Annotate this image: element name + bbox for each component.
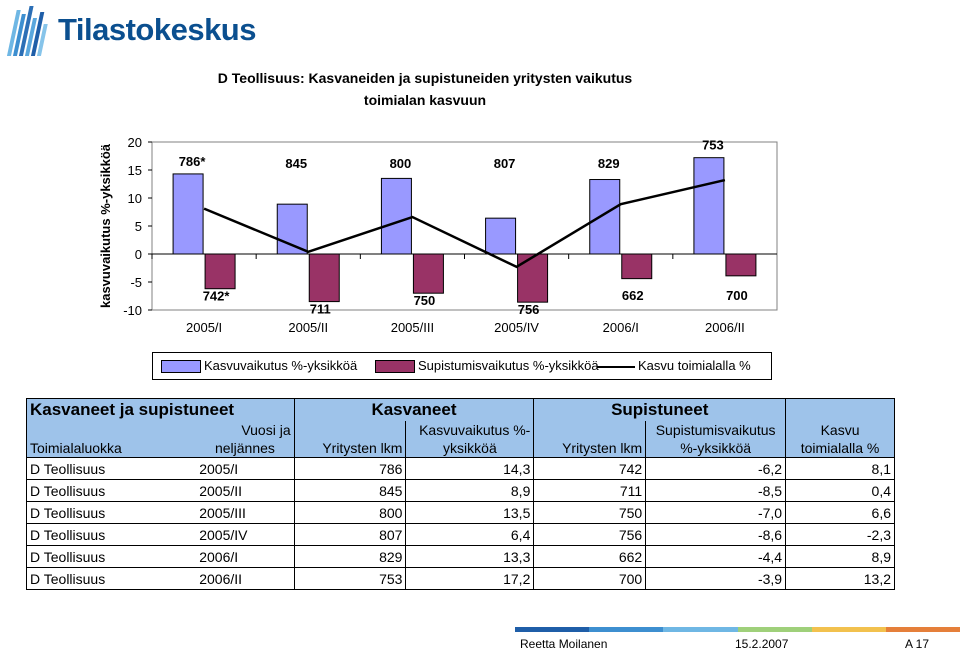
th-grow-count: Yritysten lkm <box>294 439 406 458</box>
x-tick-label: 2005/III <box>390 320 435 335</box>
y-tick-label: 20 <box>127 135 142 150</box>
cell-grow-count: 829 <box>294 546 406 568</box>
th-spacer-2 <box>294 421 406 439</box>
table-main-header: Kasvaneet ja supistuneet <box>27 399 295 422</box>
cell-growth: 6,6 <box>786 502 895 524</box>
bar-shrink <box>309 254 339 302</box>
cell-grow-effect: 14,3 <box>406 458 534 480</box>
th-grow-effect-line1: Kasvuvaikutus %- <box>406 421 534 439</box>
logo-bars-icon <box>4 4 56 60</box>
th-industry: Toimialaluokka <box>27 439 197 458</box>
cell-growth: 13,2 <box>786 568 895 590</box>
cell-grow-count: 753 <box>294 568 406 590</box>
th-year-line1: Vuosi ja <box>196 421 294 439</box>
legend-label-line: Kasvu toimialalla % <box>638 358 751 373</box>
cell-industry: D Teollisuus <box>27 546 197 568</box>
bar-label-shrink: 700 <box>726 288 748 303</box>
bar-grow <box>381 178 411 254</box>
table-empty-header <box>786 399 895 422</box>
legend-item-shrink <box>375 358 599 373</box>
cell-growth: 0,4 <box>786 480 895 502</box>
cell-shrink-count: 750 <box>534 502 646 524</box>
th-shrink-effect-line1: Supistumisvaikutus <box>646 421 786 439</box>
cell-industry: D Teollisuus <box>27 458 197 480</box>
cell-shrink-effect: -3,9 <box>646 568 786 590</box>
cell-period: 2005/III <box>196 502 294 524</box>
footer-color-bar <box>515 627 960 632</box>
y-tick-label: -10 <box>123 303 142 318</box>
th-shrink-effect-line2: %-yksikköä <box>646 439 786 458</box>
cell-shrink-count: 742 <box>534 458 646 480</box>
cell-growth: 8,9 <box>786 546 895 568</box>
cell-shrink-effect: -4,4 <box>646 546 786 568</box>
tilastokeskus-logo <box>4 4 264 60</box>
footer-bar-seg-1 <box>515 627 589 632</box>
cell-period: 2006/II <box>196 568 294 590</box>
cell-period: 2005/IV <box>196 524 294 546</box>
cell-grow-count: 845 <box>294 480 406 502</box>
bar-grow <box>590 180 620 254</box>
y-tick-label: -5 <box>130 275 142 290</box>
th-growth-line1: Kasvu <box>786 421 895 439</box>
cell-grow-count: 807 <box>294 524 406 546</box>
bar-grow <box>173 174 203 254</box>
cell-grow-effect: 13,5 <box>406 502 534 524</box>
table-row <box>27 502 895 524</box>
legend-swatch-grow <box>161 360 201 373</box>
cell-shrink-effect: -8,5 <box>646 480 786 502</box>
bar-grow <box>486 218 516 254</box>
x-tick-label: 2005/II <box>288 320 329 335</box>
bar-shrink <box>726 254 756 276</box>
th-growth-line2: toimialalla % <box>786 439 895 458</box>
cell-period: 2006/I <box>196 546 294 568</box>
cell-grow-effect: 6,4 <box>406 524 534 546</box>
cell-shrink-effect: -8,6 <box>646 524 786 546</box>
th-spacer <box>27 421 197 439</box>
growth-chart <box>0 120 960 345</box>
th-shrink-count: Yritysten lkm <box>534 439 646 458</box>
bar-label-shrink: 662 <box>621 288 644 303</box>
cell-period: 2005/I <box>196 458 294 480</box>
cell-growth: -2,3 <box>786 524 895 546</box>
cell-period: 2005/II <box>196 480 294 502</box>
cell-grow-count: 786 <box>294 458 406 480</box>
cell-shrink-count: 756 <box>534 524 646 546</box>
chart-title <box>175 67 675 111</box>
footer-author: Reetta Moilanen <box>520 637 608 651</box>
bar-label-shrink: 750 <box>413 293 436 309</box>
footer-date: 15.2.2007 <box>735 637 789 651</box>
bar-label-shrink: 756 <box>517 302 540 318</box>
x-tick-label: 2005/IV <box>494 320 539 335</box>
brand-name: Tilastokeskus <box>58 12 256 47</box>
table-row <box>27 480 895 502</box>
legend-label-shrink: Supistumisvaikutus %-yksikköä <box>418 358 599 373</box>
bar-grow <box>277 204 307 254</box>
cell-grow-effect: 13,3 <box>406 546 534 568</box>
cell-industry: D Teollisuus <box>27 480 197 502</box>
cell-industry: D Teollisuus <box>27 524 197 546</box>
footer-bar-seg-3 <box>663 627 737 632</box>
x-tick-label: 2006/II <box>705 320 745 335</box>
bar-label-grow: 829 <box>597 156 620 171</box>
bar-grow <box>694 158 724 254</box>
cell-shrink-count: 662 <box>534 546 646 568</box>
x-tick-label: 2005/I <box>186 320 223 335</box>
legend-item-line <box>597 358 751 373</box>
cell-grow-effect: 17,2 <box>406 568 534 590</box>
legend-item-grow <box>161 358 357 373</box>
footer-bar-seg-5 <box>812 627 886 632</box>
legend-swatch-line <box>597 366 635 368</box>
footer-bar-seg-6 <box>886 627 960 632</box>
bar-shrink <box>518 254 548 302</box>
legend-swatch-shrink <box>375 360 415 373</box>
th-year-line2: neljännes <box>196 439 294 458</box>
footer-bar-seg-2 <box>589 627 663 632</box>
bar-label-grow: 800 <box>389 156 412 171</box>
cell-industry: D Teollisuus <box>27 502 197 524</box>
table-body <box>27 458 895 590</box>
y-tick-label: 5 <box>134 219 142 234</box>
th-spacer-3 <box>534 421 646 439</box>
chart-title-line1: D Teollisuus: Kasvaneiden ja supistuneiden yritysten vaikutus <box>217 70 633 86</box>
bar-label-shrink: 742* <box>202 288 230 304</box>
footer-bar-seg-4 <box>738 627 812 632</box>
cell-shrink-effect: -7,0 <box>646 502 786 524</box>
y-tick-label: 15 <box>127 163 142 178</box>
bar-label-shrink: 711 <box>309 301 331 317</box>
table-shrunk-header: Supistuneet <box>534 399 786 422</box>
cell-shrink-count: 700 <box>534 568 646 590</box>
x-tick-label: 2006/I <box>602 320 639 335</box>
y-axis-label: kasvuvaikutus %-yksikköä <box>98 143 113 309</box>
table-grown-header: Kasvaneet <box>294 399 534 422</box>
data-table <box>26 398 895 590</box>
bar-shrink <box>205 254 235 289</box>
table-row <box>27 458 895 480</box>
cell-grow-count: 800 <box>294 502 406 524</box>
cell-grow-effect: 8,9 <box>406 480 534 502</box>
bar-label-grow: 845 <box>285 156 308 171</box>
y-tick-label: 0 <box>134 247 142 262</box>
cell-shrink-effect: -6,2 <box>646 458 786 480</box>
cell-shrink-count: 711 <box>534 480 646 502</box>
chart-title-line2: toimialan kasvuun <box>363 92 487 108</box>
th-grow-effect-line2: yksikköä <box>406 439 534 458</box>
legend-label-grow: Kasvuvaikutus %-yksikköä <box>204 358 358 373</box>
bar-label-grow: 807 <box>493 156 516 171</box>
cell-industry: D Teollisuus <box>27 568 197 590</box>
table-row <box>27 524 895 546</box>
bar-label-grow: 753 <box>702 137 724 153</box>
footer-page: A 17 <box>905 637 930 651</box>
table-row <box>27 568 895 590</box>
bar-shrink <box>413 254 443 293</box>
bar-label-grow: 786* <box>178 153 206 169</box>
chart-legend <box>152 352 772 380</box>
cell-growth: 8,1 <box>786 458 895 480</box>
bar-shrink <box>622 254 652 279</box>
y-tick-label: 10 <box>127 191 142 206</box>
table-row <box>27 546 895 568</box>
